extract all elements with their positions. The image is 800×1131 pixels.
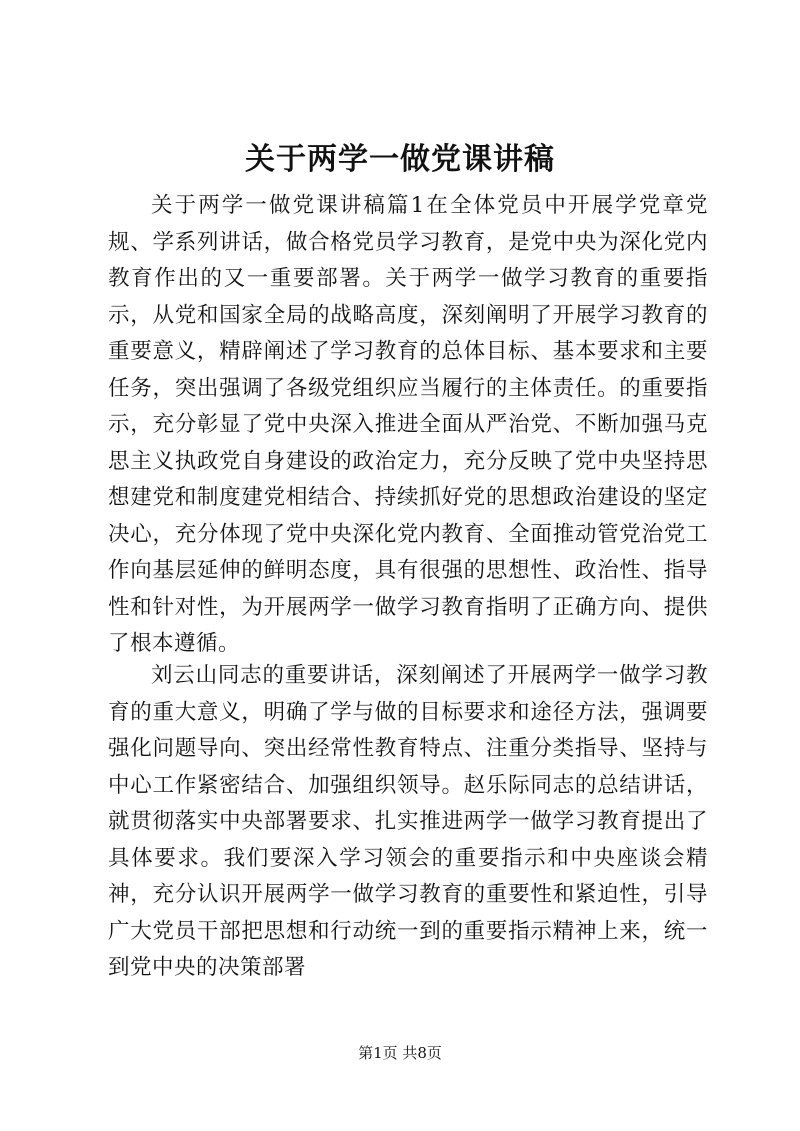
body-paragraph-2: 刘云山同志的重要讲话，深刻阐述了开展两学一做学习教育的重大意义，明确了学与做的目标要求和途径方法，强调要强化问题导向、突出经常性教育特点、注重分类指导、坚持与中心工作紧密结合、加强组织领导。赵乐际同志的总结讲话，就贯彻落实中央部署要求、扎实推进两学一做学习教育提出了具体要求。我们要深入学习领会的重要指示和中央座谈会精神，充分认识开展两学一做学习教育的重要性和紧迫性，引导广大党员干部把思想和行动统一到的重要指示精神上来，统一到党中央的决策部署 <box>108 663 708 980</box>
document-title: 关于两学一做党课讲稿 <box>245 142 555 177</box>
page-number-footer: 第1页 共8页 <box>358 1044 442 1062</box>
body-paragraph-1: 关于两学一做党课讲稿篇1在全体党员中开展学党章党规、学系列讲话，做合格党员学习教育，是党中央为深化党内教育作出的又一重要部署。关于两学一做学习教育的重要指示，从党和国家全局的战略高度，深刻阐明了开展学习教育的重要意义，精辟阐述了学习教育的总体目标、基本要求和主要任务，突出强调了各级党组织应当履行的主体责任。的重要指示，充分彰显了党中央深入推进全面从严治党、不断加强马克思主义执政党自身建设的政治定力，充分反映了党中央坚持思想建党和制度建党相结合、持续抓好党的思想政治建设的坚定决心，充分体现了党中央深化党内教育、全面推动管党治党工作向基层延伸的鲜明态度，具有很强的思想性、政治性、指导性和针对性，为开展两学一做学习教育指明了正确方向、提供了根本遵循。 <box>108 193 708 656</box>
